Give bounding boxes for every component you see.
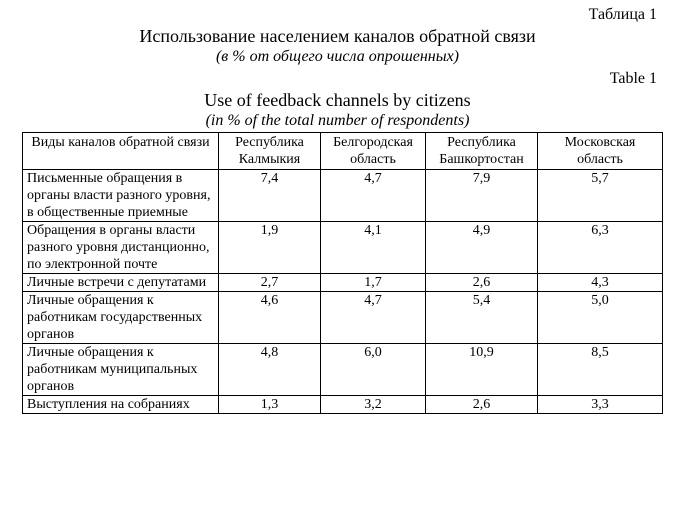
cell-value: 2,6 <box>426 396 538 414</box>
cell-value: 3,3 <box>538 396 663 414</box>
table-subtitle-ru: (в % от общего числа опрошенных) <box>215 48 460 65</box>
row-label: Личные обращения к работникам муниципальных органов <box>23 344 219 396</box>
column-header-bashkortostan: Республика Башкортостан <box>426 133 538 170</box>
cell-value: 10,9 <box>426 344 538 396</box>
row-label: Личные обращения к работникам государственных органов <box>23 292 219 344</box>
row-label: Письменные обращения в органы власти разного уровня, в общественные приемные <box>23 170 219 222</box>
table-row <box>23 274 663 292</box>
table-row <box>23 396 663 414</box>
column-header-kalmykia: Республика Калмыкия <box>219 133 321 170</box>
cell-value: 8,5 <box>538 344 663 396</box>
cell-value: 6,3 <box>538 222 663 274</box>
cell-value: 6,0 <box>321 344 426 396</box>
table-title-en: Use of feedback channels by citizens <box>204 90 471 110</box>
cell-value: 4,7 <box>321 292 426 344</box>
cell-value: 4,6 <box>219 292 321 344</box>
cell-value: 7,4 <box>219 170 321 222</box>
row-label: Выступления на собраниях <box>23 396 219 414</box>
cell-value: 1,3 <box>219 396 321 414</box>
cell-value: 7,9 <box>426 170 538 222</box>
cell-value: 5,7 <box>538 170 663 222</box>
row-label: Обращения в органы власти разного уровня дистанционно, по электронной почте <box>23 222 219 274</box>
cell-value: 4,7 <box>321 170 426 222</box>
cell-value: 5,0 <box>538 292 663 344</box>
table-label-ru: Таблица 1 <box>588 6 657 23</box>
column-header-belgorod: Белгородская область <box>321 133 426 170</box>
cell-value: 1,9 <box>219 222 321 274</box>
cell-value: 2,6 <box>426 274 538 292</box>
table-label-en: Table 1 <box>609 70 657 87</box>
feedback-channels-table <box>22 132 663 414</box>
column-header-moscow-oblast: Московская область <box>538 133 663 170</box>
cell-value: 4,1 <box>321 222 426 274</box>
table-row <box>23 344 663 396</box>
table-header-row <box>23 133 663 170</box>
table-subtitle-en: (in % of the total number of respondents) <box>205 112 470 129</box>
cell-value: 4,8 <box>219 344 321 396</box>
cell-value: 4,3 <box>538 274 663 292</box>
table-row <box>23 170 663 222</box>
table-row <box>23 222 663 274</box>
cell-value: 1,7 <box>321 274 426 292</box>
table-title-ru: Использование населением каналов обратной связи <box>139 26 536 46</box>
cell-value: 2,7 <box>219 274 321 292</box>
row-label: Личные встречи с депутатами <box>23 274 219 292</box>
table-row <box>23 292 663 344</box>
cell-value: 4,9 <box>426 222 538 274</box>
cell-value: 5,4 <box>426 292 538 344</box>
column-header-channel-type: Виды каналов обратной связи <box>23 133 219 170</box>
cell-value: 3,2 <box>321 396 426 414</box>
